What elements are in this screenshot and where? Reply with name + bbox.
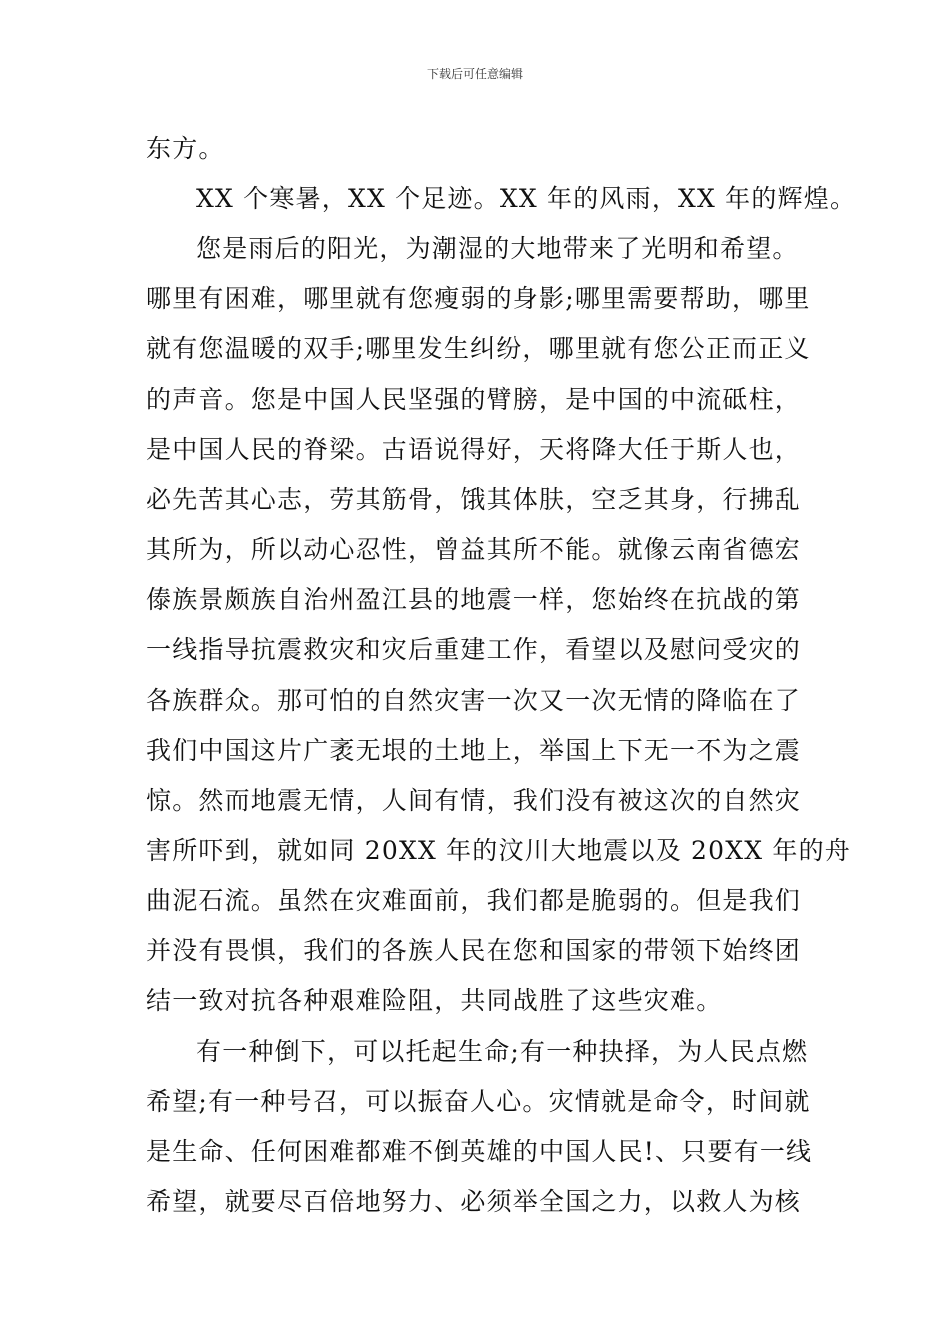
text-line: 哪里有困难，哪里就有您瘦弱的身影;哪里需要帮助，哪里 — [146, 284, 811, 313]
text-line: 曲泥石流。虽然在灾难面前，我们都是脆弱的。但是我们 — [146, 886, 802, 915]
text-line: 害所吓到，就如同 20XX 年的汶川大地震以及 20XX 年的舟 — [146, 836, 852, 865]
text-line: 希望，就要尽百倍地努力、必须举全国之力，以救人为核 — [146, 1187, 802, 1216]
text-line: 您是雨后的阳光，为潮湿的大地带来了光明和希望。 — [196, 234, 799, 263]
text-line: 傣族景颇族自治州盈江县的地震一样，您始终在抗战的第 — [146, 585, 802, 614]
text-line: 有一种倒下，可以托起生命;有一种抉择，为人民点燃 — [196, 1037, 809, 1066]
text-line: 东方。 — [146, 134, 225, 163]
text-line: 各族群众。那可怕的自然灾害一次又一次无情的降临在了 — [146, 686, 802, 715]
text-line: 结一致对抗各种艰难险阻，共同战胜了这些灾难。 — [146, 986, 723, 1015]
text-line: 是生命、任何困难都难不倒英雄的中国人民!、只要有一线 — [146, 1137, 813, 1166]
text-line: 一线指导抗震救灾和灾后重建工作，看望以及慰问受灾的 — [146, 635, 802, 664]
text-line: 惊。然而地震无情，人间有情，我们没有被这次的自然灾 — [146, 786, 802, 815]
text-line: 就有您温暖的双手;哪里发生纠纷，哪里就有您公正而正义 — [146, 334, 811, 363]
text-line: 我们中国这片广袤无垠的土地上，举国上下无一不为之震 — [146, 736, 802, 765]
text-line: 并没有畏惧，我们的各族人民在您和国家的带领下始终团 — [146, 936, 802, 965]
page-header: 下载后可任意编辑 — [426, 67, 523, 81]
text-line: 其所为，所以动心忍性，曾益其所不能。就像云南省德宏 — [146, 535, 802, 564]
text-line: 是中国人民的脊梁。古语说得好，天将降大任于斯人也， — [146, 435, 802, 464]
text-line: 的声音。您是中国人民坚强的臂膀，是中国的中流砥柱， — [146, 385, 802, 414]
text-line: 希望;有一种号召，可以振奋人心。灾情就是命令，时间就 — [146, 1087, 811, 1116]
text-line: XX 个寒暑，XX 个足迹。XX 年的风雨，XX 年的辉煌。 — [196, 184, 857, 213]
text-line: 必先苦其心志，劳其筋骨，饿其体肤，空乏其身，行拂乱 — [146, 485, 802, 514]
